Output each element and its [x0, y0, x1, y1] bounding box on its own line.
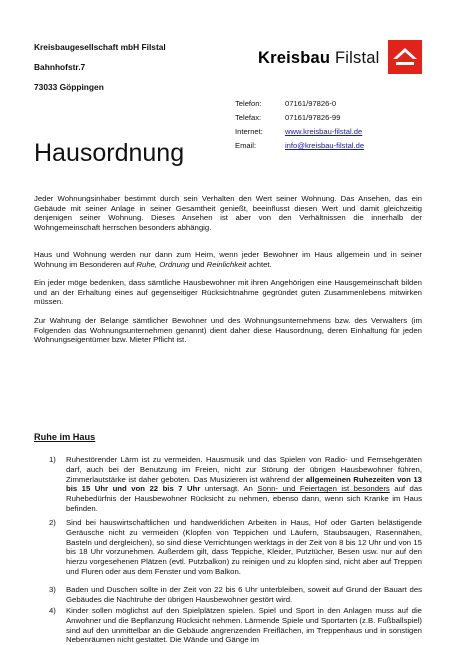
section-heading: Ruhe im Haus	[34, 432, 96, 442]
house-logo-icon	[388, 40, 422, 74]
list-number: 4)	[49, 606, 56, 615]
list-text: Sind bei hauswirtschaftlichen und handwerklichen Arbeiten in Haus, Hof oder Garten belästigende Geräusche nicht zu vermeiden (Klopfen von Teppichen und Läufern, Staubsaugen, Rasennähen, Basteln und dergleichen), so sind diese Verrichtungen werktags in der Zeit von 8 bis 12 Uhr und von 15 bis 18 Uhr vorzunehmen. Außerdem gilt, dass Teppiche, Kleider, Putztücher, Besen usw. nur auf den hierzu vorgesehenen Plätzen (evtl. Putzbalkon) zu reinigen und zu klopfen sind, nicht aber auf Treppen und Fluren oder aus dem Fenster und vom Balkon.	[66, 518, 422, 576]
logo-word-filstal: Filstal	[330, 49, 380, 67]
text-bold: allgemeinen Ruhezeiten von 13 bis 15 Uhr und von 22 bis 7 Uhr	[66, 474, 422, 494]
contact-value: 07161/97826-99	[285, 113, 341, 122]
company-logo	[258, 40, 422, 76]
list-text	[66, 455, 422, 514]
list-number: 2)	[49, 518, 56, 527]
contact-value: 07161/97826-0	[285, 99, 337, 108]
intro-paragraph-1: Jeder Wohnungsinhaber bestimmt durch sein Verhalten den Wert seiner Wohnung. Das Ansehen, das ein Gebäude mit seiner Anlage in seiner Gesamtheit genießt, beeinflusst diesen Wert und damit gleichzeitig denjenigen seiner Wohnung. Dieses Ansehen ist aber von den Verhältnissen die innerhalb der Wohngemeinschaft herrschen besonders abhängig.	[34, 194, 422, 232]
website-link[interactable]: www.kreisbau-filstal.de	[285, 127, 363, 136]
intro-paragraph-3: Ein jeder möge bedenken, dass sämtliche Hausbewohner mit ihren Angehörigen eine Hausgemeinschaft bilden und an der Erhaltung eines auf gegenseitiger Rücksichtnahme gegründet guten Zusammenlebens mitwirken müssen.	[34, 278, 422, 307]
contact-label: Internet:	[235, 127, 263, 136]
text-run: Ruhestörender Lärm ist zu vermeiden. Hausmusik und das Spielen von Radio- und Fernsehgeräten darf, auch bei der Benutzung im Freien, nicht zur Störung der übrigen Hausbewohner führen, Zimmerlautstärke ist daher geboten. Das Musizieren ist während der	[66, 455, 422, 484]
text-run: und	[189, 259, 207, 269]
intro-paragraph-4: Zur Wahrung der Belange sämtlicher Bewohner und des Wohnungsunternehmens bzw. des Verwalters (im Folgenden das Wohnungsunternehmen genannt) dient daher diese Hausordnung, deren Einhaltung für jeden Wohnungseigentümer bzw. Mieter Pflicht ist.	[34, 316, 422, 345]
list-text: Kinder sollen möglichst auf den Spielplätzen spielen. Spiel und Sport in den Anlagen muss auf die Anwohner und die Bepflanzung Rücksicht nehmen. Lärmende Spiele und Sportarten (z.B. Fußballspiel) sind auf den unmittelbar an die Gebäude angrenzenden Freiflächen, im Treppenhaus und in sonstigen Nebenräumen nicht gestattet. Die Wände und Gänge im	[66, 606, 422, 645]
text-underline: Sonn- und Feiertagen ist besonders	[257, 484, 390, 494]
list-text: Baden und Duschen sollte in der Zeit von 22 bis 6 Uhr unterbleiben, soweit auf Grund der Bauart des Gebäudes die Nachtruhe der übrigen Hausbewohner gestört wird.	[66, 585, 422, 604]
company-city: 73033 Göppingen	[34, 82, 104, 92]
company-street: Bahnhofstr.7	[34, 62, 86, 72]
contact-label: Email:	[235, 141, 257, 150]
text-run: untersagt. An	[200, 484, 258, 494]
list-number: 3)	[49, 585, 56, 594]
text-emphasis: Ruhe, Ordnung	[136, 259, 190, 269]
text-run: achtet.	[246, 259, 272, 269]
email-link[interactable]: info@kreisbau-filstal.de	[285, 141, 365, 150]
intro-paragraph-2	[34, 250, 422, 269]
list-number: 1)	[49, 455, 56, 464]
page-title: Hausordnung	[34, 139, 185, 167]
contact-label: Telefax:	[235, 113, 262, 122]
contact-label: Telefon:	[235, 99, 262, 108]
text-run: Haus und Wohnung werden nur dann zum Heim, wenn jeder Bewohner im Haus allgemein und in seiner Wohnung im Besonderen auf	[34, 250, 422, 269]
logo-word-kreisbau: Kreisbau	[258, 49, 331, 67]
text-emphasis: Reinlichkeit	[206, 259, 247, 269]
text-run: auf das Ruhebedürfnis der Hausbewohner Rücksicht zu nehmen, ebenso dann, wenn sich Kranke im Haus befinden.	[66, 484, 423, 513]
company-name: Kreisbaugesellschaft mbH Filstal	[34, 42, 166, 52]
